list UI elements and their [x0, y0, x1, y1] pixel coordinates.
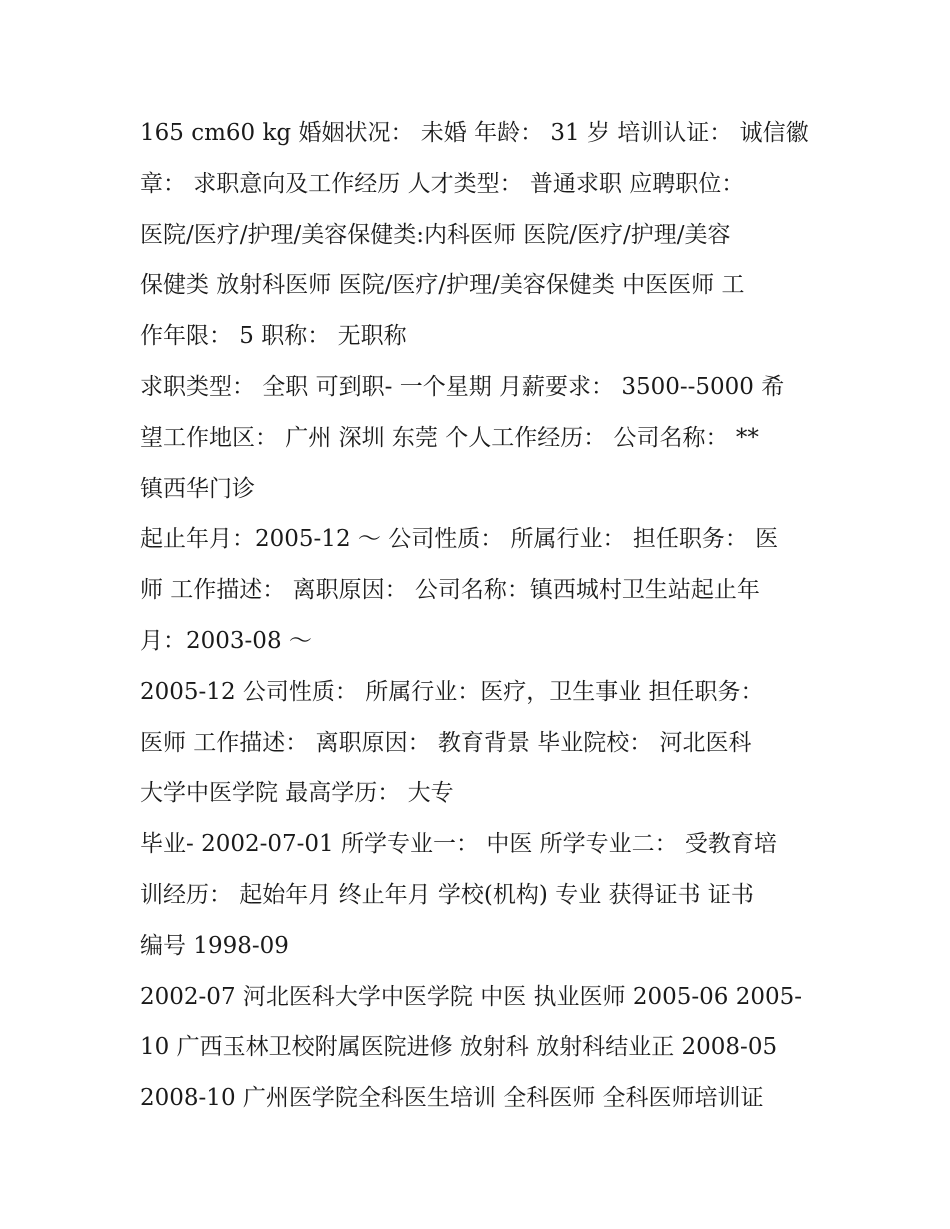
text-line: 编号 1998-09 [140, 932, 289, 959]
text-line: 165 cm60 kg 婚姻状况： 未婚 年龄： 31 岁 培训认证： 诚信徽 [140, 120, 809, 146]
text-line: 10 广西玉林卫校附属医院进修 放射科 放射科结业正 2008-05 [140, 1034, 778, 1061]
text-line: 望工作地区： 广州 深圳 东莞 个人工作经历： 公司名称： ** [140, 424, 759, 451]
text-line: 起止年月：2005-12 ～ 公司性质： 所属行业： 担任职务： 医 [140, 526, 779, 553]
text-line: 作年限： 5 职称： 无职称 [140, 323, 407, 350]
resume-text-block [140, 108, 820, 1124]
text-line: 训经历： 起始年月 终止年月 学校(机构) 专业 获得证书 证书 [140, 881, 754, 908]
text-line: 师 工作描述： 离职原因： 公司名称：镇西城村卫生站起止年 [140, 577, 760, 604]
text-line: 镇西华门诊 [140, 475, 255, 502]
text-line: 求职类型： 全职 可到职- 一个星期 月薪要求： 3500--5000 希 [140, 373, 785, 400]
text-line: 毕业- 2002-07-01 所学专业一： 中医 所学专业二： 受教育培 [140, 831, 777, 858]
text-line: 医师 工作描述： 离职原因： 教育背景 毕业院校： 河北医科 [140, 729, 752, 756]
text-line: 医院/医疗/护理/美容保健类:内科医师 医院/医疗/护理/美容 [140, 221, 731, 248]
text-line: 2002-07 河北医科大学中医学院 中医 执业医师 2005-06 2005- [140, 983, 803, 1010]
text-line: 月：2003-08 ～ [140, 627, 312, 654]
text-line: 2008-10 广州医学院全科医生培训 全科医师 全科医师培训证 [140, 1085, 764, 1112]
text-line: 保健类 放射科医师 医院/医疗/护理/美容保健类 中医医师 工 [140, 272, 745, 299]
text-line: 大学中医学院 最高学历： 大专 [140, 780, 454, 807]
text-line: 章： 求职意向及工作经历 人才类型： 普通求职 应聘职位： [140, 170, 745, 197]
text-line: 2005-12 公司性质： 所属行业：医疗，卫生事业 担任职务： [140, 678, 764, 705]
